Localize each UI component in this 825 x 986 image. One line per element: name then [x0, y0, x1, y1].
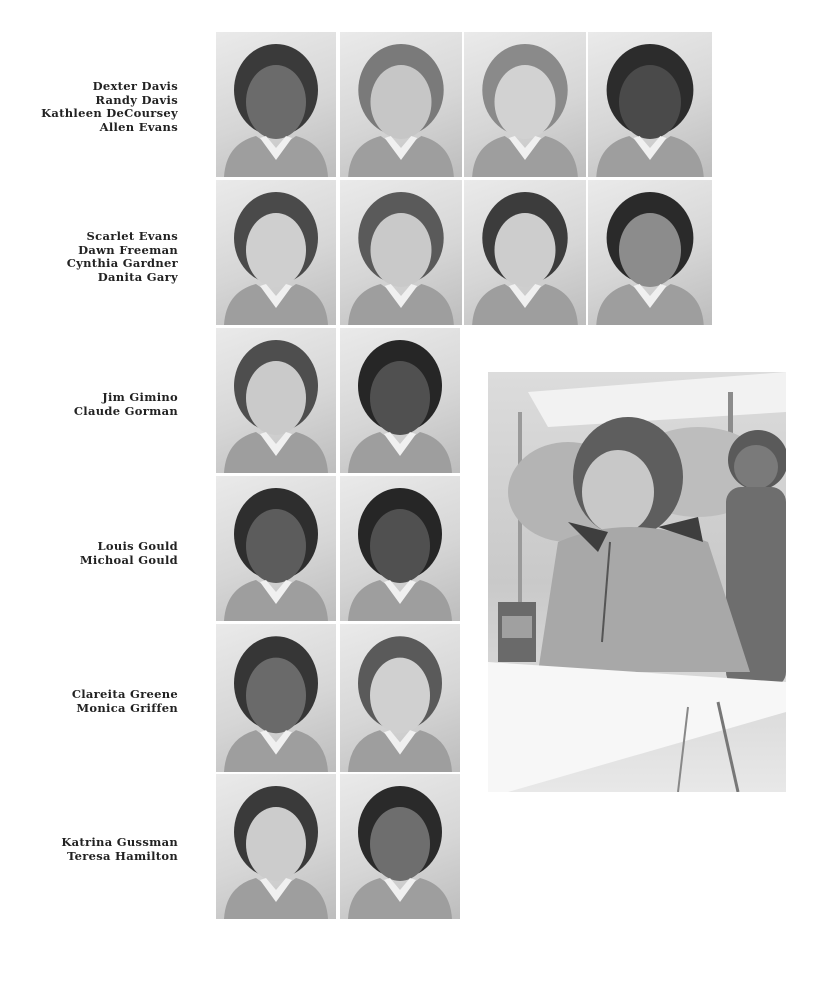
student-portrait — [216, 180, 336, 325]
student-name: Michoal Gould — [79, 552, 178, 567]
candid-photo — [488, 372, 786, 792]
name-caption-group-4 — [8, 540, 178, 567]
student-portrait — [216, 476, 336, 621]
name-caption-group-5 — [8, 688, 178, 715]
student-portrait — [340, 774, 460, 919]
student-name: Jim Gimino — [102, 390, 178, 404]
student-portrait — [588, 180, 712, 325]
student-portrait — [464, 180, 586, 325]
student-name: Louis Gould — [97, 539, 178, 553]
student-name: Danita Gary — [97, 269, 178, 284]
student-name: Katrina Gussman — [61, 835, 178, 849]
student-portrait — [216, 328, 336, 473]
student-portrait — [588, 32, 712, 177]
student-name: Kathleen DeCoursey — [41, 106, 178, 120]
student-name: Scarlet Evans — [86, 229, 178, 243]
student-name: Claude Gorman — [73, 403, 178, 418]
student-name: Dexter Davis — [92, 79, 178, 93]
student-name: Clareita Greene — [71, 687, 178, 701]
student-name: Monica Griffen — [76, 700, 178, 715]
student-portrait — [216, 32, 336, 177]
student-portrait — [340, 32, 462, 177]
student-portrait — [340, 476, 460, 621]
student-portrait — [216, 624, 336, 772]
student-name: Cynthia Gardner — [66, 256, 178, 270]
student-name: Randy Davis — [95, 92, 178, 107]
name-caption-group-1 — [8, 80, 178, 134]
student-portrait — [464, 32, 586, 177]
student-portrait — [340, 624, 460, 772]
student-portrait — [340, 328, 460, 473]
student-name: Teresa Hamilton — [67, 848, 178, 863]
student-name: Dawn Freeman — [78, 242, 178, 257]
student-portrait — [340, 180, 462, 325]
name-caption-group-3 — [8, 391, 178, 418]
student-name: Allen Evans — [99, 119, 178, 134]
name-caption-group-2 — [8, 230, 178, 284]
student-portrait — [216, 774, 336, 919]
name-caption-group-6 — [8, 836, 178, 863]
